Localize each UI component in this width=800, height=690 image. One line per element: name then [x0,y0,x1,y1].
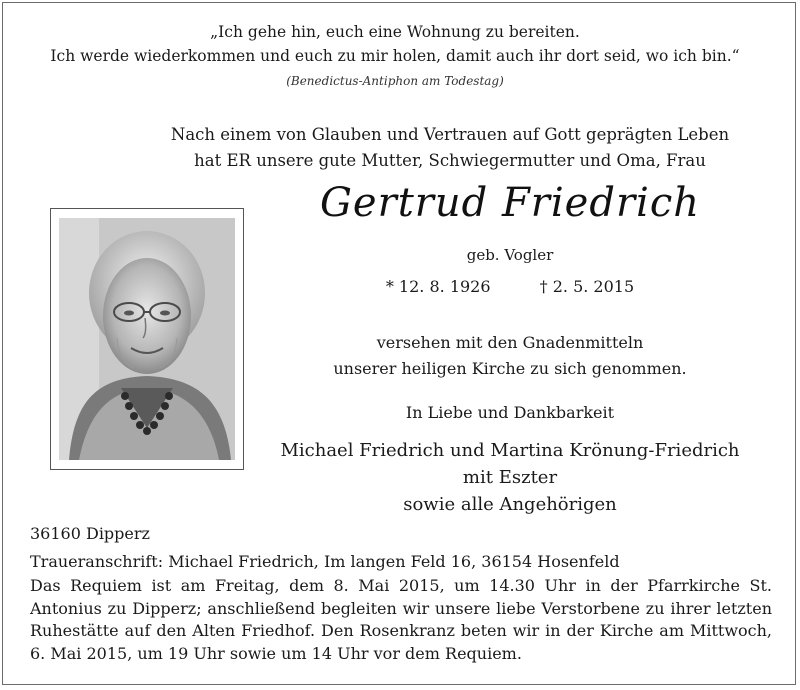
mourners-line-3: sowie alle Angehörigen [403,494,617,515]
portrait-illustration [59,218,235,460]
mourners-list [230,437,790,518]
maiden-name: geb. Vogler [466,246,554,264]
quote-line-2: Ich werde wiederkommen und euch zu mir holen, damit auch ihr dort seid, wo ich bin.“ [50,47,740,65]
bible-quote [0,20,790,68]
mourners-line-1: Michael Friedrich und Martina Krönung-Friedrich [280,440,740,461]
intro-line-2: hat ER unsere gute Mutter, Schwiegermutter und Oma, Frau [194,151,706,170]
portrait-photo [59,218,235,460]
deceased-name: Gertrud Friedrich [319,180,701,226]
portrait-frame [50,208,244,470]
quote-line-1: „Ich gehe hin, euch eine Wohnung zu bereiten. [210,23,580,41]
provided-line-2: unserer heiligen Kirche zu sich genommen. [333,359,687,378]
quote-source: (Benedictus-Antiphon am Todestag) [286,74,504,88]
provided-line-1: versehen mit den Gnadenmitteln [376,333,644,352]
intro-line-1: Nach einem von Glauben und Vertrauen auf Gott geprägten Leben [170,125,730,144]
mourners-intro: In Liebe und Dankbarkeit [405,403,615,422]
requiem-details: Das Requiem ist am Freitag, dem 8. Mai 2015, um 14.30 Uhr in der Pfarrkirche St. Antonius zu Dipperz; anschließend begleiten wir unsere liebe Verstorbene zu ihrer letzten Ruhestätte auf den Alten Friedhof. Den Rosenkranz beten wir in der Kirche am Mittwoch, 6. Mai 2015, um 19 Uhr sowie um 14 Uhr vor dem Requiem. [30,576,772,663]
place-of-residence: 36160 Dipperz [30,524,150,543]
sacraments-text [300,330,720,382]
death-date: † 2. 5. 2015 [539,277,635,296]
life-dates [300,277,720,296]
birth-date: * 12. 8. 1926 [385,277,491,296]
mourning-address: Traueranschrift: Michael Friedrich, Im langen Feld 16, 36154 Hosenfeld [30,552,620,571]
mourners-line-2: mit Eszter [462,467,558,488]
intro-text [150,122,750,174]
